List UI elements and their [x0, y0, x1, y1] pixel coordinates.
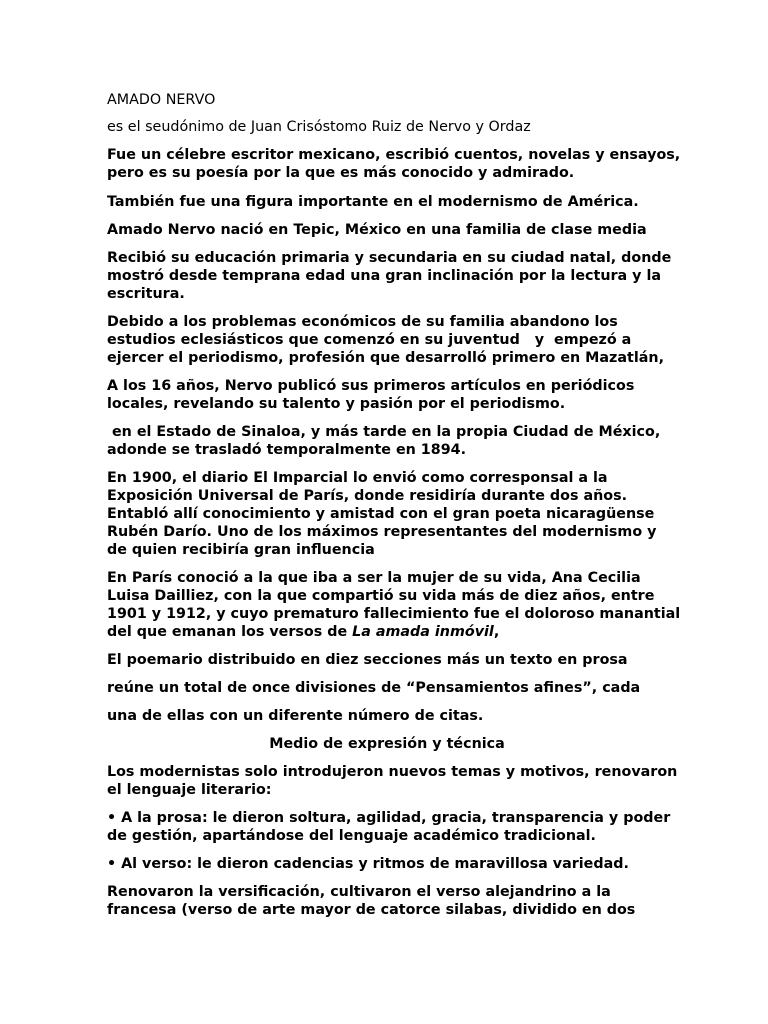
- paragraph-line: • A la prosa: le dieron soltura, agilidad, gracia, transparencia y poder: [107, 810, 671, 826]
- paragraph-line: 1901 y 1912, y cuyo prematuro fallecimiento fue el doloroso manantial: [107, 606, 681, 622]
- paragraph-3: [107, 221, 667, 239]
- paragraph-line: El poemario distribuido en diez secciones más un texto en prosa: [107, 652, 628, 668]
- paragraph-line: mostró desde temprana edad una gran inclinación por la lectura y la: [107, 268, 662, 284]
- paragraph-line: reúne un total de once divisiones de “Pensamientos afines”, cada: [107, 680, 641, 696]
- paragraph-8: [107, 469, 667, 559]
- paragraph-10: [107, 651, 667, 669]
- subtitle-paragraph: [107, 118, 667, 136]
- document-title: [107, 91, 667, 109]
- paragraph-line: En París conoció a la que iba a ser la mujer de su vida, Ana Cecilia: [107, 570, 641, 586]
- paragraph-line: También fue una figura importante en el modernismo de América.: [107, 194, 639, 210]
- paragraph-line: ejercer el periodismo, profesión que desarrolló primero en Mazatlán,: [107, 350, 665, 366]
- paragraph-line: Recibió su educación primaria y secundaria en su ciudad natal, donde: [107, 250, 672, 266]
- paragraph-line: Luisa Dailliez, con la que compartió su vida más de diez años, entre: [107, 588, 655, 604]
- section-heading: [107, 735, 667, 753]
- paragraph-line: Renovaron la versificación, cultivaron el verso alejandrino a la: [107, 884, 611, 900]
- paragraph-text: del que emanan los versos de: [107, 624, 353, 640]
- paragraph-line: Debido a los problemas económicos de su familia abandono los: [107, 314, 618, 330]
- paragraph-line: estudios eclesiásticos que comenzó en su juventud y empezó a: [107, 332, 632, 348]
- paragraph-line: Fue un célebre escritor mexicano, escribió cuentos, novelas y ensayos,: [107, 147, 681, 163]
- paragraph-9: [107, 569, 681, 641]
- paragraph-16: [107, 883, 667, 919]
- title-text: AMADO NERVO: [107, 92, 216, 108]
- paragraph-line: adonde se trasladó temporalmente en 1894.: [107, 442, 467, 458]
- paragraph-line: de gestión, apartándose del lenguaje académico tradicional.: [107, 828, 596, 844]
- subtitle-text: es el seudónimo de Juan Crisóstomo Ruiz de Nervo y Ordaz: [107, 119, 531, 135]
- paragraph-5: [107, 313, 667, 367]
- paragraph-line: en el Estado de Sinaloa, y más tarde en la propia Ciudad de México,: [107, 424, 661, 440]
- paragraph-line: francesa (verso de arte mayor de catorce silabas, dividido en dos: [107, 902, 636, 918]
- paragraph-13: [107, 763, 678, 799]
- paragraph-2: [107, 193, 667, 211]
- paragraph-line: • Al verso: le dieron cadencias y ritmos de maravillosa variedad.: [107, 856, 629, 872]
- paragraph-line: Entabló allí conocimiento y amistad con el gran poeta nicaragüense: [107, 506, 655, 522]
- paragraph-11: [107, 679, 667, 697]
- paragraph-7: [107, 423, 667, 459]
- paragraph-line: locales, revelando su talento y pasión por el periodismo.: [107, 396, 566, 412]
- paragraph-line: una de ellas con un diferente número de citas.: [107, 708, 484, 724]
- paragraph-1: [107, 146, 681, 182]
- bullet-prose: [107, 809, 671, 845]
- paragraph-line: Los modernistas solo introdujeron nuevos temas y motivos, renovaron: [107, 764, 678, 780]
- paragraph-line: Exposición Universal de París, donde residiría durante dos años.: [107, 488, 628, 504]
- paragraph-line: pero es su poesía por la que es más conocido y admirado.: [107, 165, 575, 181]
- book-title: La amada inmóvil: [352, 624, 494, 640]
- paragraph-line: escritura.: [107, 286, 185, 302]
- paragraph-line: En 1900, el diario El Imparcial lo envió como corresponsal a la: [107, 470, 608, 486]
- document-page: [107, 91, 681, 929]
- paragraph-text: ,: [493, 624, 500, 640]
- paragraph-line: el lenguaje literario:: [107, 782, 272, 798]
- paragraph-line: Rubén Darío. Uno de los máximos representantes del modernismo y: [107, 524, 657, 540]
- paragraph-line: [107, 623, 667, 641]
- paragraph-line: Amado Nervo nació en Tepic, México en una familia de clase media: [107, 222, 647, 238]
- paragraph-12: [107, 707, 667, 725]
- paragraph-line: de quien recibiría gran influencia: [107, 542, 375, 558]
- paragraph-6: [107, 377, 667, 413]
- heading-text: Medio de expresión y técnica: [269, 736, 505, 752]
- paragraph-4: [107, 249, 672, 303]
- paragraph-line: A los 16 años, Nervo publicó sus primeros artículos en periódicos: [107, 378, 635, 394]
- bullet-verse: [107, 855, 667, 873]
